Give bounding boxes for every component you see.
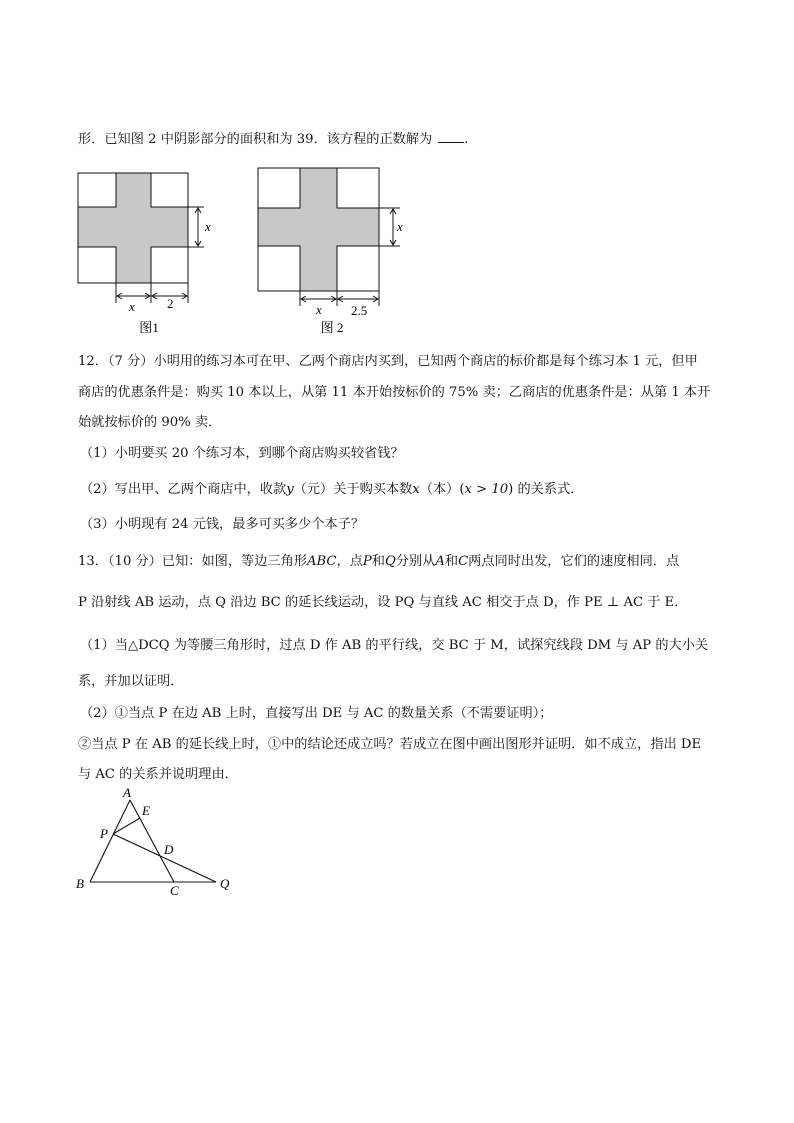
q12-sub2-cond: x > 10 <box>464 482 509 497</box>
q13-l1-a: 13．（10 分）已知：如图，等边三角形 <box>78 554 307 569</box>
q12-sub2-x: x <box>412 482 420 497</box>
fig1-caption: 图1 <box>139 320 159 335</box>
label-B: B <box>76 876 84 891</box>
triangle-figure <box>70 788 250 898</box>
fig1-x-side: x <box>205 219 211 234</box>
fig2-x-bottom: x <box>316 302 322 317</box>
q12-sub2-text-d: ) 的关系式． <box>508 482 584 497</box>
q13-l1-abc: ABC <box>306 554 337 569</box>
q12-sub-1: （1）小明要买 20 个练习本，到哪个商店购买较省钱？ <box>80 446 404 461</box>
q12-line-1: 12．（7 分）小明用的练习本可在甲、乙两个商店内买到，已知两个商店的标价都是每个练习本 1 元，但甲 <box>78 354 698 369</box>
q13-l1-q: Q <box>384 554 396 569</box>
q13-line-5: （2）①当点 P 在边 AB 上时，直接写出 DE 与 AC 的数量关系（不需要证明）； <box>80 706 553 721</box>
fig2-x-side: x <box>397 219 403 234</box>
header-line <box>78 130 468 150</box>
fig2-label-25: 2.5 <box>351 303 368 318</box>
fig2-caption: 图 2 <box>320 320 344 335</box>
figure-1 <box>70 165 230 340</box>
q13-l1-f: 两点同时出发，它们的速度相同．点 <box>468 554 680 569</box>
q12-sub2-text-b: （元）关于购买本数 <box>293 482 413 497</box>
figure-2 <box>250 160 420 340</box>
q13-line-1 <box>78 552 679 572</box>
q13-l1-c: 和 <box>371 554 385 569</box>
q13-l1-b: ，点 <box>336 554 363 569</box>
answer-blank <box>438 130 464 143</box>
header-end: . <box>464 132 469 147</box>
label-Q: Q <box>220 876 230 891</box>
header-text: 形．已知图 2 中阴影部分的面积和为 39．该方程的正数解为 <box>78 132 433 147</box>
label-D: D <box>164 842 174 857</box>
q12-sub-3: （3）小明现有 24 元钱，最多可买多少个本子？ <box>80 517 365 532</box>
q13-line-7: 与 AC 的关系并说明理由． <box>78 767 238 782</box>
q12-sub-2 <box>80 480 583 500</box>
q13-l1-p: P <box>362 554 372 569</box>
q12-line-2: 商店的优惠条件是：购买 10 本以上，从第 11 本开始按标价的 75% 卖；乙商店的优惠条件是：从第 1 本开 <box>78 385 711 400</box>
q13-l1-a2: A <box>435 554 445 569</box>
q13-line-3: （1）当△DCQ 为等腰三角形时，过点 D 作 AB 的平行线，交 BC 于 M，试探究线段 DM 与 AP 的大小关 <box>80 638 709 653</box>
fig1-label-2: 2 <box>167 296 174 311</box>
q13-line-2: P 沿射线 AB 运动，点 Q 沿边 BC 的延长线运动，设 PQ 与直线 AC 相交于点 D，作 PE ⊥ AC 于 E． <box>78 595 688 610</box>
label-P: P <box>100 826 108 841</box>
q12-sub2-y: y <box>286 482 294 497</box>
q13-line-4: 系，并加以证明． <box>78 674 184 689</box>
q13-line-6: ②当点 P 在 AB 的延长线上时，①中的结论还成立吗？若成立在图中画出图形并证明．如不成立，指出 DE <box>78 737 702 752</box>
q13-l1-c2: C <box>458 554 469 569</box>
label-E: E <box>142 803 150 818</box>
q12-sub2-text-c: （本）( <box>419 482 465 497</box>
label-A: A <box>123 788 131 800</box>
q12-sub2-text-a: （2）写出甲、乙两个商店中，收款 <box>80 482 287 497</box>
q13-l1-d: 分别从 <box>395 554 436 569</box>
q13-l1-e: 和 <box>444 554 459 569</box>
q12-line-3: 始就按标价的 90% 卖． <box>78 415 222 430</box>
label-C: C <box>170 883 179 898</box>
fig1-x-bottom: x <box>129 299 135 314</box>
